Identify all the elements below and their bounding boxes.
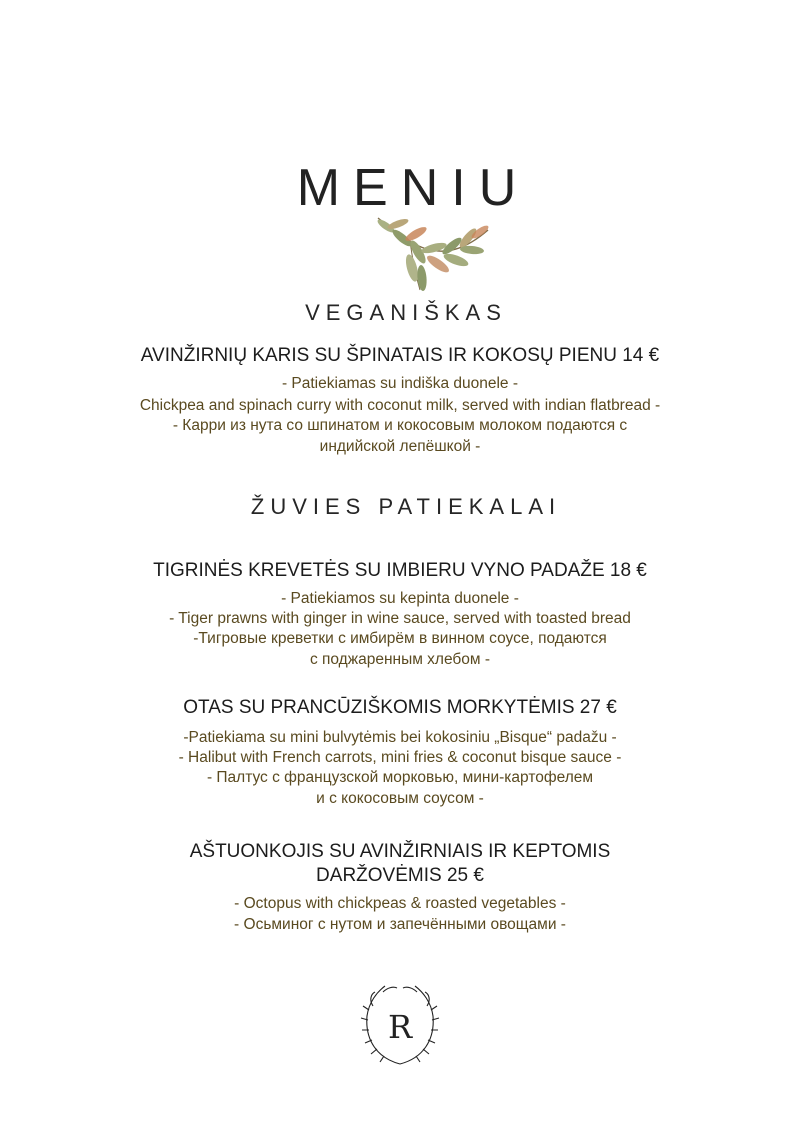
dish-description: - Octopus with chickpeas & roasted vegetables - xyxy=(234,895,566,912)
dish-title: AVINŽIRNIŲ KARIS SU ŠPINATAIS IR KOKOSŲ PIENU 14 € xyxy=(140,345,660,366)
menu-title: MENIU xyxy=(296,159,530,217)
olive-branch-icon xyxy=(372,208,492,294)
logo-letter: R xyxy=(387,1008,413,1046)
dish-description: - Осьминог с нутом и запечёнными овощами - xyxy=(234,916,566,933)
dish-title: OTAS SU PRANCŪZIŠKOMIS MORKYTĖMIS 27 € xyxy=(183,697,617,718)
dish-description: -Patiekiama su mini bulvytėmis bei kokosiniu „Bisque“ padažu - xyxy=(183,729,617,746)
dish-description: индийской лепёшкой - xyxy=(319,438,481,455)
dish-description: - Палтус с французской морковью, мини-картофелем xyxy=(206,769,594,786)
dish-description: - Halibut with French carrots, mini fries & coconut bisque sauce - xyxy=(178,749,622,766)
dish-description: - Patiekiamos su kepinta duonele - xyxy=(281,590,519,607)
dish-title: TIGRINĖS KREVETĖS SU IMBIERU VYNO PADAŽE 18 € xyxy=(153,560,647,581)
dish-description: Chickpea and spinach curry with coconut milk, served with indian flatbread - xyxy=(139,397,661,414)
dish-description: - Tiger prawns with ginger in wine sauce, served with toasted bread xyxy=(169,610,631,627)
section-fish-title: ŽUVIES PATIEKALAI xyxy=(250,494,562,519)
dish-description: - Карри из нута со шпинатом и кокосовым молоком подаются с xyxy=(172,417,628,434)
dish-description: -Тигровые креветки с имбирём в винном соусе, подаются xyxy=(193,630,607,647)
dish-description: - Patiekiamas su indiška duonele - xyxy=(281,375,519,392)
dish-title: DARŽOVĖMIS 25 € xyxy=(316,865,484,886)
restaurant-logo-icon xyxy=(355,980,445,1070)
dish-description: и с кокосовым соусом - xyxy=(316,790,484,807)
dish-description: с поджаренным хлебом - xyxy=(309,651,491,668)
section-vegan-title: VEGANIŠKAS xyxy=(305,300,507,325)
dish-title: AŠTUONKOJIS SU AVINŽIRNIAIS IR KEPTOMIS xyxy=(189,841,611,862)
